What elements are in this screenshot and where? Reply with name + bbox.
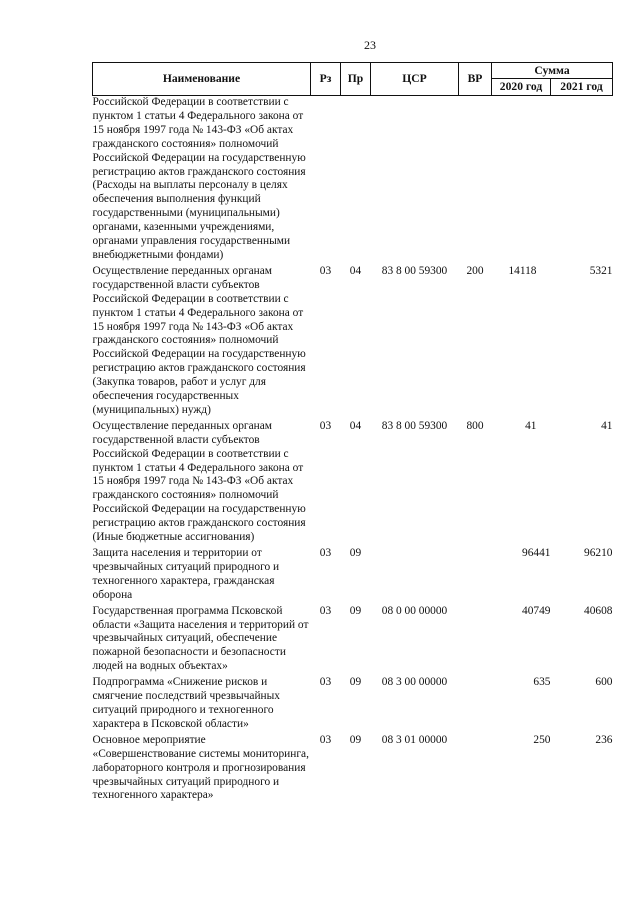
table-row xyxy=(93,547,613,605)
row-2020: 635 xyxy=(533,676,551,689)
row-pr: 09 xyxy=(349,604,362,617)
row-pr: 04 xyxy=(349,419,362,432)
row-rz: 03 xyxy=(319,604,332,617)
row-rz xyxy=(311,96,341,265)
row-2020: 40749 xyxy=(522,604,551,617)
row-rz: 03 xyxy=(319,733,332,746)
row-2020: 96441 xyxy=(522,547,551,559)
row-2021: 236 xyxy=(595,733,613,746)
row-name: Защита населения и территории от чрезвычайных ситуаций природного и техногенного характера, гражданская оборона xyxy=(92,547,280,601)
row-pr: 04 xyxy=(349,264,362,277)
row-2021 xyxy=(551,96,613,265)
row-pr: 09 xyxy=(349,676,362,689)
row-2021: 5321 xyxy=(589,264,613,277)
row-2021: 41 xyxy=(601,419,613,432)
row-2020 xyxy=(492,96,551,265)
row-name: Основное мероприятие «Совершенствование системы мониторинга, лабораторного контроля и прогнозирования чрезвычайных ситуаций природного и техногенного характера» xyxy=(92,733,309,802)
row-vr: 200 xyxy=(466,264,484,277)
header-csr: ЦСР xyxy=(371,63,459,96)
row-pr: 09 xyxy=(349,547,362,559)
header-pr: Пр xyxy=(341,63,371,96)
row-2021: 96210 xyxy=(584,547,613,559)
row-name: Осуществление переданных органам государственной власти субъектов Российской Федерации в соответствии с пунктом 1 статьи 4 Федерального закона от 15 ноября 1997 года № 143-ФЗ «Об актах гражданского состояния» полномочий Российской Федерации на государственную регистрацию актов гражданского состояния (Иные бюджетные ассигнования) xyxy=(92,419,306,544)
header-name: Наименование xyxy=(93,63,311,96)
row-vr xyxy=(459,734,492,806)
table-row xyxy=(93,420,613,547)
row-pr xyxy=(341,96,371,265)
table-header xyxy=(93,63,613,96)
row-csr: 08 0 00 00000 xyxy=(381,604,448,617)
row-csr: 08 3 01 00000 xyxy=(381,733,448,746)
row-rz: 03 xyxy=(319,676,332,689)
row-csr: 83 8 00 59300 xyxy=(381,419,448,432)
row-vr xyxy=(459,605,492,677)
header-2020: 2020 год xyxy=(492,79,551,96)
row-vr xyxy=(459,676,492,734)
table-row xyxy=(93,265,613,420)
row-name: Подпрограмма «Снижение рисков и смягчение последствий чрезвычайных ситуаций природного и техногенного характера в Псковской области» xyxy=(92,676,280,730)
row-vr: 800 xyxy=(466,419,484,432)
row-csr: 08 3 00 00000 xyxy=(381,676,448,689)
page-number: 23 xyxy=(364,38,376,52)
header-vr: ВР xyxy=(459,63,492,96)
row-2020: 250 xyxy=(533,733,551,746)
row-2020: 41 xyxy=(525,419,537,432)
table-row xyxy=(93,605,613,677)
row-vr xyxy=(459,547,492,605)
row-rz: 03 xyxy=(319,419,332,432)
row-rz: 03 xyxy=(319,264,332,277)
row-rz: 03 xyxy=(319,547,332,559)
row-name: Осуществление переданных органам государственной власти субъектов Российской Федерации в соответствии с пунктом 1 статьи 4 Федерального закона от 15 ноября 1997 года № 143-ФЗ «Об актах гражданского состояния» полномочий Российской Федерации на государственную регистрацию актов гражданского состояния (Закупка товаров, работ и услуг для обеспечения государственных (муниципальных) нужд) xyxy=(92,264,306,416)
row-csr: 83 8 00 59300 xyxy=(381,264,448,277)
row-2021: 40608 xyxy=(584,604,613,617)
row-2021: 600 xyxy=(595,676,613,689)
table-body xyxy=(93,96,613,806)
budget-table xyxy=(92,62,613,805)
row-name: Государственная программа Псковской области «Защита населения и территорий от чрезвычайных ситуаций, обеспечение пожарной безопасности и безопасности людей на водных объектах» xyxy=(92,604,309,673)
header-rz: Рз xyxy=(311,63,341,96)
header-sum: Сумма xyxy=(492,63,613,79)
header-2021: 2021 год xyxy=(551,79,613,96)
row-vr xyxy=(459,96,492,265)
row-csr xyxy=(371,96,459,265)
table-row xyxy=(93,96,613,265)
row-csr xyxy=(371,547,459,605)
row-2020: 14118 xyxy=(508,264,537,277)
row-pr: 09 xyxy=(349,733,362,746)
row-name: Российской Федерации в соответствии с пунктом 1 статьи 4 Федерального закона от 15 ноября 1997 года № 143-ФЗ «Об актах гражданского состояния» полномочий Российской Федерации на государственную регистрацию актов гражданского состояния (Расходы на выплаты персоналу в целях обеспечения выполнения функций государственными (муниципальными) органами, казенными учреждениями, органами управления государственными внебюджетными фондами) xyxy=(92,96,306,261)
table-row xyxy=(93,676,613,734)
table-row xyxy=(93,734,613,806)
